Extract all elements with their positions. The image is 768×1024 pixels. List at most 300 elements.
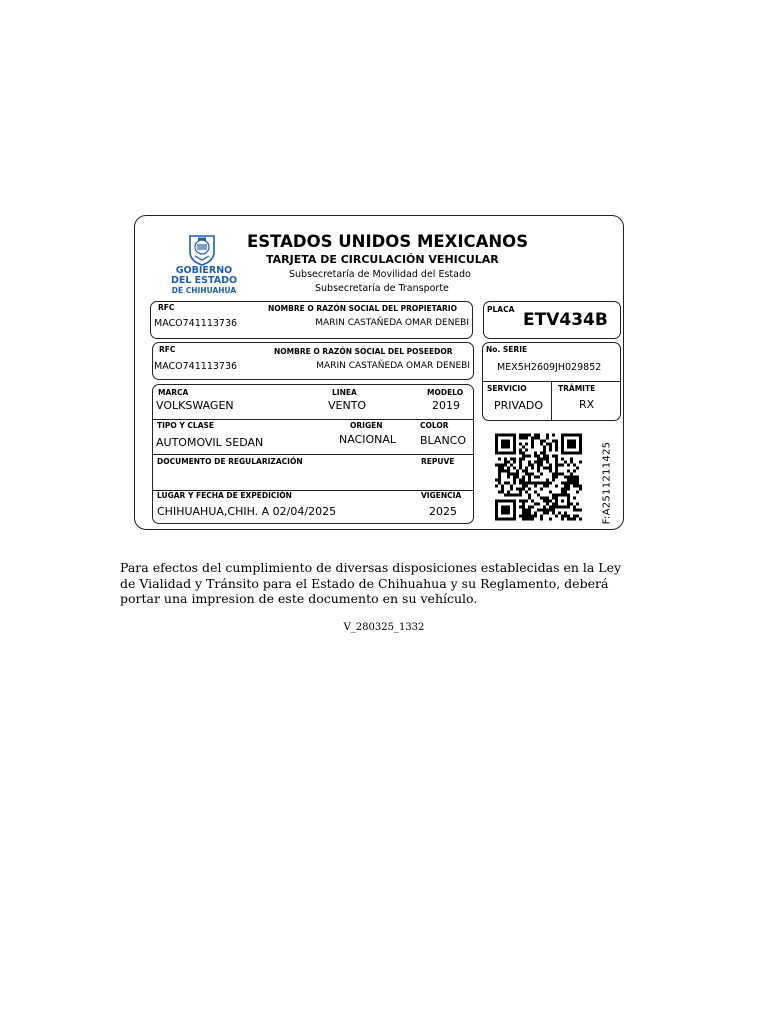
qr-module: [510, 485, 513, 488]
holder-rfc-label: RFC: [159, 345, 176, 354]
qr-module: [522, 437, 525, 440]
qr-module: [552, 506, 555, 509]
qr-module: [552, 440, 555, 443]
serial-label: No. SERIE: [486, 345, 528, 354]
qr-module: [543, 485, 546, 488]
qr-module: [555, 440, 558, 443]
qr-module: [495, 464, 498, 467]
qr-module: [540, 515, 543, 518]
qr-module: [513, 461, 516, 464]
qr-module: [501, 488, 504, 491]
qr-module: [561, 488, 564, 491]
vehicle-box: [152, 384, 474, 524]
qr-module: [564, 515, 567, 518]
qr-module: [513, 452, 516, 455]
qr-module: [540, 497, 543, 500]
qr-module: [555, 494, 558, 497]
qr-module: [522, 509, 525, 512]
qr-module: [513, 482, 516, 485]
qr-module: [537, 494, 540, 497]
qr-module: [519, 443, 522, 446]
qr-module: [546, 497, 549, 500]
qr-module: [519, 452, 522, 455]
qr-module: [555, 464, 558, 467]
qr-module: [549, 443, 552, 446]
qr-module: [507, 482, 510, 485]
qr-module: [528, 461, 531, 464]
holder-name: MARIN CASTAÑEDA OMAR DENEBI: [316, 361, 470, 371]
qr-module: [546, 500, 549, 503]
qr-module: [498, 482, 501, 485]
qr-module: [552, 512, 555, 515]
qr-module: [534, 476, 537, 479]
qr-module: [528, 506, 531, 509]
qr-module: [555, 461, 558, 464]
brand-value: VOLKSWAGEN: [156, 399, 234, 412]
qr-module: [537, 434, 540, 437]
qr-module: [576, 482, 579, 485]
qr-module: [537, 467, 540, 470]
qr-module: [561, 440, 564, 443]
subsecretary-mobility: Subsecretaría de Movilidad del Estado: [289, 269, 471, 280]
qr-module: [579, 437, 582, 440]
qr-module: [573, 482, 576, 485]
qr-module: [525, 473, 528, 476]
qr-module: [576, 515, 579, 518]
qr-module: [567, 476, 570, 479]
country-title: ESTADOS UNIDOS MEXICANOS: [247, 232, 529, 251]
qr-module: [525, 491, 528, 494]
qr-module: [525, 485, 528, 488]
qr-module: [570, 479, 573, 482]
qr-module: [534, 482, 537, 485]
qr-module: [552, 479, 555, 482]
qr-module: [522, 518, 525, 521]
qr-module: [504, 512, 507, 515]
version-code: V_280325_1332: [343, 622, 425, 633]
qr-module: [525, 443, 528, 446]
qr-module: [522, 476, 525, 479]
qr-module: [564, 512, 567, 515]
qr-module: [567, 446, 570, 449]
qr-module: [495, 500, 498, 503]
folio-text: F:A2511211425: [601, 441, 613, 525]
qr-module: [522, 515, 525, 518]
origin-value: NACIONAL: [339, 433, 397, 446]
qr-module: [561, 506, 564, 509]
qr-module: [579, 443, 582, 446]
qr-module: [528, 476, 531, 479]
qr-module: [555, 473, 558, 476]
qr-module: [552, 455, 555, 458]
qr-module: [507, 506, 510, 509]
qr-module: [510, 434, 513, 437]
qr-module: [507, 476, 510, 479]
qr-module: [570, 446, 573, 449]
qr-module: [573, 518, 576, 521]
qr-module: [501, 500, 504, 503]
qr-module: [531, 506, 534, 509]
qr-module: [504, 464, 507, 467]
qr-module: [525, 434, 528, 437]
qr-module: [495, 509, 498, 512]
qr-module: [495, 437, 498, 440]
qr-module: [558, 473, 561, 476]
qr-module: [504, 446, 507, 449]
qr-module: [522, 500, 525, 503]
qr-module: [519, 491, 522, 494]
qr-module: [504, 506, 507, 509]
qr-module: [522, 503, 525, 506]
qr-module: [504, 434, 507, 437]
qr-module: [537, 437, 540, 440]
qr-module: [507, 470, 510, 473]
service-divider: [551, 381, 552, 420]
qr-module: [531, 482, 534, 485]
qr-module: [546, 437, 549, 440]
qr-module: [516, 470, 519, 473]
qr-module: [498, 479, 501, 482]
qr-module: [504, 509, 507, 512]
qr-module: [543, 452, 546, 455]
qr-module: [555, 446, 558, 449]
plate-value: ETV434B: [523, 310, 608, 330]
qr-module: [522, 512, 525, 515]
qr-module: [519, 506, 522, 509]
qr-module: [495, 440, 498, 443]
owner-name-label: NOMBRE O RAZÓN SOCIAL DEL PROPIETARIO: [268, 304, 457, 313]
qr-module: [567, 440, 570, 443]
service-label: SERVICIO: [487, 384, 527, 393]
qr-module: [555, 506, 558, 509]
qr-module: [504, 461, 507, 464]
owner-rfc: MACO741113736: [154, 318, 238, 329]
qr-module: [519, 434, 522, 437]
qr-module: [564, 452, 567, 455]
qr-module: [540, 458, 543, 461]
qr-module: [501, 506, 504, 509]
repuve-label: REPUVE: [421, 457, 455, 466]
qr-module: [537, 476, 540, 479]
qr-module: [567, 500, 570, 503]
qr-module: [564, 485, 567, 488]
qr-module: [546, 482, 549, 485]
qr-module: [495, 479, 498, 482]
qr-module: [573, 485, 576, 488]
qr-module: [543, 458, 546, 461]
qr-module: [513, 503, 516, 506]
qr-module: [567, 485, 570, 488]
owner-name: MARIN CASTAÑEDA OMAR DENEBI: [315, 318, 469, 328]
qr-module: [543, 467, 546, 470]
qr-module: [552, 473, 555, 476]
qr-module: [507, 440, 510, 443]
qr-module: [507, 473, 510, 476]
origin-label: ORIGEN: [350, 421, 383, 430]
qr-module: [564, 494, 567, 497]
qr-module: [561, 437, 564, 440]
qr-module: [504, 452, 507, 455]
qr-module: [570, 440, 573, 443]
qr-module: [573, 506, 576, 509]
qr-module: [564, 506, 567, 509]
qr-module: [573, 479, 576, 482]
qr-module: [540, 440, 543, 443]
qr-module: [573, 452, 576, 455]
qr-module: [534, 485, 537, 488]
qr-module: [519, 482, 522, 485]
qr-module: [522, 458, 525, 461]
qr-module: [507, 446, 510, 449]
type-label: TIPO Y CLASE: [157, 421, 215, 430]
qr-module: [543, 512, 546, 515]
qr-module: [543, 440, 546, 443]
qr-module: [519, 458, 522, 461]
qr-module: [552, 494, 555, 497]
qr-module: [495, 443, 498, 446]
folio-number: [600, 440, 614, 526]
qr-module: [546, 434, 549, 437]
qr-module: [555, 476, 558, 479]
qr-module: [513, 512, 516, 515]
color-value: BLANCO: [420, 434, 467, 447]
qr-module: [513, 443, 516, 446]
qr-module: [498, 434, 501, 437]
qr-module: [504, 443, 507, 446]
qr-module: [543, 482, 546, 485]
qr-module: [501, 485, 504, 488]
owner-rfc-label: RFC: [158, 303, 175, 312]
qr-module: [513, 458, 516, 461]
qr-module: [525, 509, 528, 512]
qr-module: [510, 494, 513, 497]
validity-value: 2025: [429, 505, 457, 518]
qr-module: [534, 455, 537, 458]
line-label: LINEA: [332, 388, 357, 397]
qr-module: [537, 455, 540, 458]
vehicle-divider-2: [153, 454, 473, 455]
qr-module: [549, 509, 552, 512]
qr-module: [522, 479, 525, 482]
qr-module: [519, 464, 522, 467]
qr-module: [579, 518, 582, 521]
qr-module: [504, 458, 507, 461]
qr-module: [528, 488, 531, 491]
qr-module: [528, 494, 531, 497]
model-value: 2019: [432, 399, 460, 412]
qr-module: [567, 464, 570, 467]
qr-module: [561, 500, 564, 503]
qr-module: [510, 464, 513, 467]
holder-name-label: NOMBRE O RAZÓN SOCIAL DEL POSEEDOR: [274, 347, 453, 356]
qr-module: [534, 503, 537, 506]
qr-module: [498, 464, 501, 467]
holder-rfc: MACO741113736: [154, 361, 238, 372]
holder-box: [152, 342, 474, 380]
qr-module: [525, 518, 528, 521]
qr-module: [549, 464, 552, 467]
qr-module: [579, 449, 582, 452]
qr-module: [495, 452, 498, 455]
qr-module: [549, 467, 552, 470]
qr-module: [501, 440, 504, 443]
qr-module: [579, 488, 582, 491]
qr-module: [555, 455, 558, 458]
qr-module: [567, 506, 570, 509]
qr-module: [534, 515, 537, 518]
qr-module: [543, 509, 546, 512]
qr-module: [564, 491, 567, 494]
qr-module: [543, 455, 546, 458]
qr-module: [558, 506, 561, 509]
qr-module: [564, 482, 567, 485]
qr-module: [510, 488, 513, 491]
qr-module: [561, 518, 564, 521]
qr-module: [546, 509, 549, 512]
qr-module: [525, 455, 528, 458]
qr-module: [519, 437, 522, 440]
qr-module: [504, 500, 507, 503]
qr-module: [510, 452, 513, 455]
qr-module: [504, 518, 507, 521]
qr-module: [519, 479, 522, 482]
qr-module: [555, 443, 558, 446]
qr-module: [552, 434, 555, 437]
qr-module: [549, 506, 552, 509]
qr-module: [507, 500, 510, 503]
qr-module: [555, 470, 558, 473]
qr-module: [561, 464, 564, 467]
qr-module: [528, 434, 531, 437]
qr-module: [528, 518, 531, 521]
qr-module: [537, 503, 540, 506]
qr-module: [546, 461, 549, 464]
qr-module: [576, 485, 579, 488]
qr-module: [516, 494, 519, 497]
model-label: MODELO: [427, 388, 464, 397]
qr-module: [549, 446, 552, 449]
qr-module: [498, 476, 501, 479]
qr-module: [567, 503, 570, 506]
qr-module: [534, 491, 537, 494]
qr-module: [528, 515, 531, 518]
qr-module: [546, 503, 549, 506]
qr-module: [495, 485, 498, 488]
qr-module: [573, 497, 576, 500]
qr-module: [525, 500, 528, 503]
logo-line-1: GOBIERNO: [175, 265, 233, 276]
qr-module: [525, 512, 528, 515]
qr-module: [558, 464, 561, 467]
qr-module: [522, 446, 525, 449]
qr-module: [570, 458, 573, 461]
qr-module: [516, 476, 519, 479]
qr-module: [531, 473, 534, 476]
qr-module: [567, 488, 570, 491]
qr-module: [573, 470, 576, 473]
qr-module: [555, 485, 558, 488]
qr-module: [549, 482, 552, 485]
qr-module: [570, 482, 573, 485]
qr-module: [576, 476, 579, 479]
qr-module: [522, 455, 525, 458]
qr-module: [501, 470, 504, 473]
qr-module: [573, 464, 576, 467]
qr-module: [573, 443, 576, 446]
qr-module: [534, 512, 537, 515]
qr-module: [564, 461, 567, 464]
qr-module: [501, 443, 504, 446]
qr-module: [498, 491, 501, 494]
qr-module: [513, 440, 516, 443]
qr-module: [579, 434, 582, 437]
type-value: AUTOMOVIL SEDAN: [156, 436, 264, 449]
qr-module: [579, 440, 582, 443]
qr-module: [567, 470, 570, 473]
qr-module: [567, 482, 570, 485]
qr-module: [576, 467, 579, 470]
disclaimer-paragraph: Para efectos del cumplimiento de diversas disposiciones establecidas en la Ley de Vialidad y Tránsito para el Estado de Chihuahua y su Reglamento, deberá portar una impresion de este documento en su vehículo.: [120, 560, 622, 606]
qr-module: [540, 443, 543, 446]
qr-module: [540, 488, 543, 491]
qr-module: [528, 479, 531, 482]
qr-module: [546, 512, 549, 515]
qr-module: [564, 434, 567, 437]
qr-module: [543, 449, 546, 452]
qr-module: [513, 479, 516, 482]
qr-module: [540, 509, 543, 512]
qr-module: [555, 515, 558, 518]
qr-module: [507, 461, 510, 464]
qr-module: [513, 500, 516, 503]
qr-module: [573, 434, 576, 437]
qr-module: [495, 512, 498, 515]
qr-module: [501, 452, 504, 455]
qr-module: [528, 512, 531, 515]
qr-module: [570, 473, 573, 476]
qr-module: [540, 464, 543, 467]
qr-module: [504, 482, 507, 485]
qr-module: [543, 446, 546, 449]
qr-module: [573, 476, 576, 479]
qr-module: [546, 479, 549, 482]
qr-module: [543, 500, 546, 503]
logo-line-2: DEL ESTADO: [170, 275, 238, 286]
qr-module: [567, 494, 570, 497]
qr-module: [546, 455, 549, 458]
qr-module: [537, 482, 540, 485]
qr-module: [504, 440, 507, 443]
serial-service-box: [482, 342, 621, 421]
qr-module: [567, 518, 570, 521]
qr-module: [576, 503, 579, 506]
qr-module: [522, 485, 525, 488]
qr-module: [525, 482, 528, 485]
qr-module: [543, 497, 546, 500]
qr-module: [525, 515, 528, 518]
qr-module: [537, 470, 540, 473]
qr-module: [495, 506, 498, 509]
qr-module: [501, 509, 504, 512]
qr-module: [579, 509, 582, 512]
qr-module: [561, 473, 564, 476]
qr-module: [522, 506, 525, 509]
qr-module: [552, 497, 555, 500]
qr-module: [498, 518, 501, 521]
qr-module: [534, 437, 537, 440]
qr-module: [555, 500, 558, 503]
subsecretary-transport: Subsecretaría de Transporte: [315, 283, 449, 294]
